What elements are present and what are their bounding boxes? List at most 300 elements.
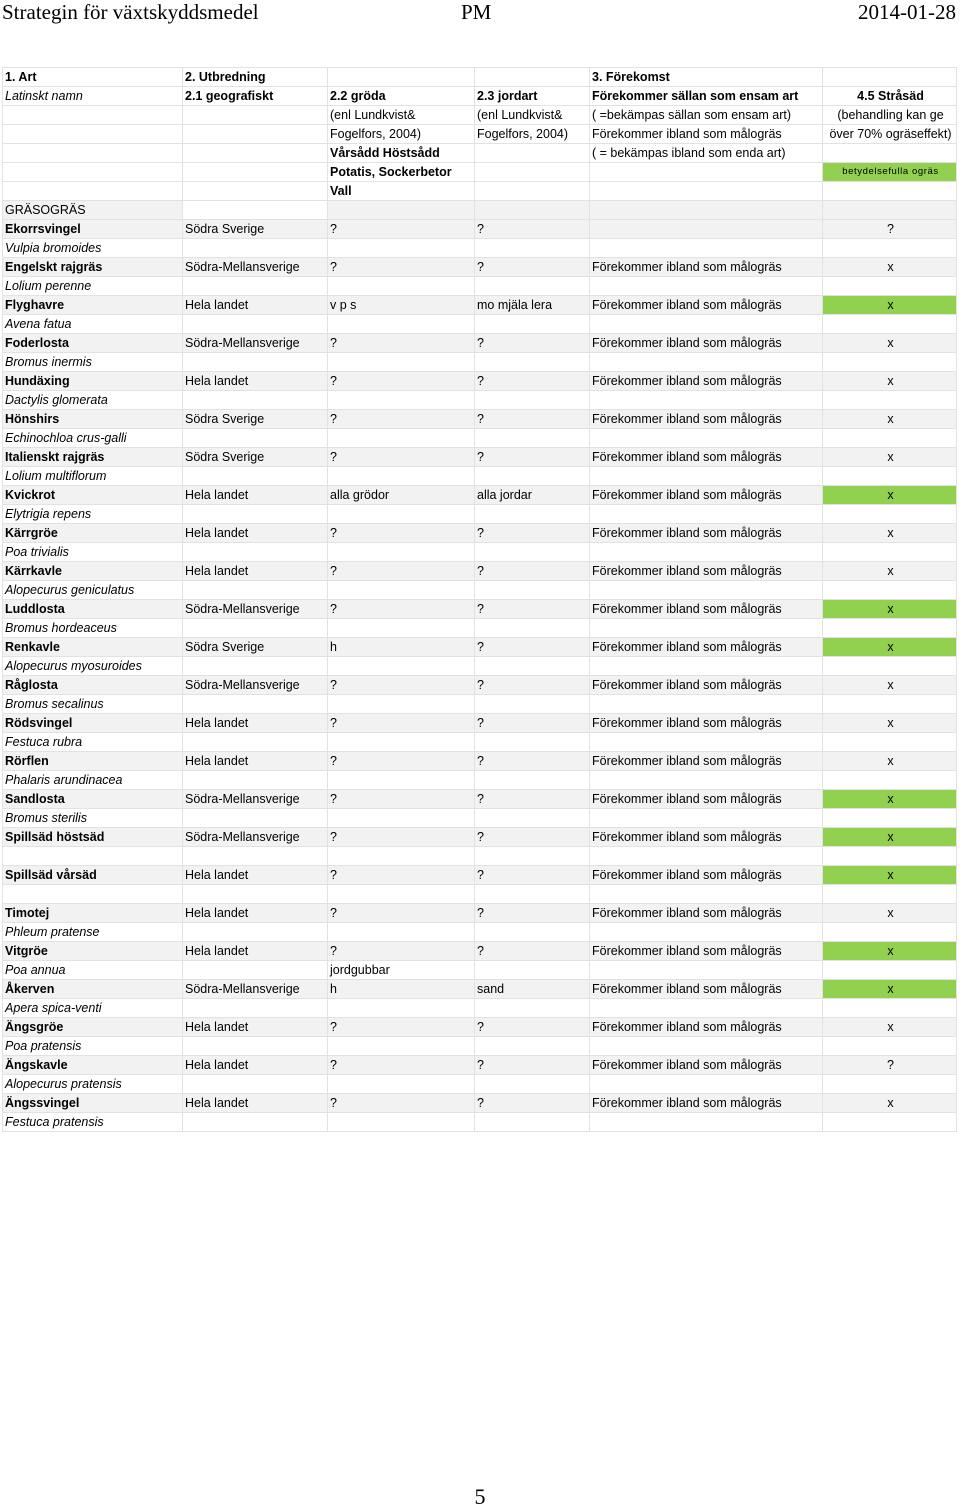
header-cell: Latinskt namn (3, 87, 183, 106)
table-cell (475, 847, 590, 866)
table-row (3, 638, 957, 657)
soil-type: ? (475, 790, 590, 809)
table-row (3, 296, 957, 315)
table-cell (823, 277, 957, 296)
table-cell (183, 733, 328, 752)
header-cell: Vall (328, 182, 475, 201)
occurrence: Förekommer ibland som målogräs (590, 296, 823, 315)
table-cell (590, 885, 823, 904)
species-name: Råglosta (3, 676, 183, 695)
latin-name: Bromus sterilis (3, 809, 183, 828)
table-row-latin (3, 505, 957, 524)
geographic-range: Södra-Mellansverige (183, 258, 328, 277)
species-name: Engelskt rajgräs (3, 258, 183, 277)
table-cell (475, 543, 590, 562)
table-cell (475, 885, 590, 904)
effect-mark: x (823, 524, 957, 543)
geographic-range: Södra Sverige (183, 220, 328, 239)
table-cell (590, 505, 823, 524)
document-type: PM (461, 0, 492, 24)
table-cell (183, 619, 328, 638)
table-cell (823, 695, 957, 714)
crop: ? (328, 790, 475, 809)
species-name: Hönshirs (3, 410, 183, 429)
header-cell (475, 163, 590, 182)
crop: ? (328, 562, 475, 581)
soil-type: ? (475, 904, 590, 923)
table-cell (183, 1113, 328, 1132)
species-name: Italienskt rajgräs (3, 448, 183, 467)
table-row (3, 600, 957, 619)
crop: ? (328, 334, 475, 353)
latin-name: Bromus inermis (3, 353, 183, 372)
soil-type: ? (475, 1018, 590, 1037)
table-header-row (3, 68, 957, 87)
soil-type: ? (475, 334, 590, 353)
crop (328, 999, 475, 1018)
occurrence: Förekommer ibland som målogräs (590, 448, 823, 467)
latin-name: Dactylis glomerata (3, 391, 183, 410)
soil-type: ? (475, 220, 590, 239)
species-name: Ängsgröe (3, 1018, 183, 1037)
table-cell (475, 467, 590, 486)
crop: alla grödor (328, 486, 475, 505)
header-cell (3, 144, 183, 163)
effect-mark: x (823, 714, 957, 733)
species-name: Ängskavle (3, 1056, 183, 1075)
occurrence: Förekommer ibland som målogräs (590, 828, 823, 847)
table-cell (475, 429, 590, 448)
occurrence: Förekommer ibland som målogräs (590, 600, 823, 619)
table-row-latin (3, 353, 957, 372)
header-cell (823, 68, 957, 87)
table-cell (183, 505, 328, 524)
table-cell (823, 505, 957, 524)
table-row (3, 942, 957, 961)
header-cell: Vårsådd Höstsådd (328, 144, 475, 163)
table-row-latin (3, 1037, 957, 1056)
table-row (3, 866, 957, 885)
latin-name: Lolium perenne (3, 277, 183, 296)
table-cell (590, 809, 823, 828)
table-cell (475, 201, 590, 220)
table-cell (183, 999, 328, 1018)
table-cell (475, 1037, 590, 1056)
crop (328, 239, 475, 258)
table-cell (823, 657, 957, 676)
table-cell (823, 239, 957, 258)
effect-mark: x (823, 1018, 957, 1037)
table-cell (590, 695, 823, 714)
crop (328, 733, 475, 752)
header-cell (183, 106, 328, 125)
table-cell (590, 429, 823, 448)
effect-mark: x (823, 752, 957, 771)
soil-type: ? (475, 600, 590, 619)
species-name: Spillsäd höstsäd (3, 828, 183, 847)
table-row-latin (3, 961, 957, 980)
effect-mark: x (823, 562, 957, 581)
table-cell (590, 277, 823, 296)
latin-name: Bromus hordeaceus (3, 619, 183, 638)
table-cell (183, 201, 328, 220)
geographic-range: Hela landet (183, 866, 328, 885)
table-cell (590, 239, 823, 258)
crop: ? (328, 448, 475, 467)
effect-mark: x (823, 258, 957, 277)
crop (328, 467, 475, 486)
table-row-latin (3, 619, 957, 638)
table-cell (590, 619, 823, 638)
occurrence: Förekommer ibland som målogräs (590, 714, 823, 733)
header-cell (183, 163, 328, 182)
section-row (3, 201, 957, 220)
crop (328, 581, 475, 600)
soil-type: ? (475, 942, 590, 961)
table-row (3, 258, 957, 277)
effect-mark: x (823, 638, 957, 657)
latin-name: Vulpia bromoides (3, 239, 183, 258)
occurrence: Förekommer ibland som målogräs (590, 790, 823, 809)
occurrence: Förekommer ibland som målogräs (590, 486, 823, 505)
header-cell (3, 106, 183, 125)
latin-name: Apera spica-venti (3, 999, 183, 1018)
table-row-latin (3, 695, 957, 714)
table-cell (183, 239, 328, 258)
table-cell (328, 201, 475, 220)
species-name: Kärrkavle (3, 562, 183, 581)
table-cell (183, 429, 328, 448)
table-row (3, 752, 957, 771)
crop (328, 505, 475, 524)
species-name: Ängssvingel (3, 1094, 183, 1113)
soil-type: ? (475, 410, 590, 429)
crop: ? (328, 828, 475, 847)
table-header-row (3, 87, 957, 106)
table-cell (590, 315, 823, 334)
header-cell: 3. Förekomst (590, 68, 823, 87)
table-row (3, 448, 957, 467)
crop (328, 809, 475, 828)
table-cell (475, 277, 590, 296)
header-cell: Förekommer sällan som ensam art (590, 87, 823, 106)
crop (328, 923, 475, 942)
crop (328, 619, 475, 638)
species-name: Flyghavre (3, 296, 183, 315)
table-row (3, 486, 957, 505)
effect-mark: x (823, 486, 957, 505)
table-cell (475, 315, 590, 334)
table-header-row (3, 106, 957, 125)
crop: ? (328, 1018, 475, 1037)
table-cell (823, 353, 957, 372)
table-cell (475, 1113, 590, 1132)
effect-mark: x (823, 980, 957, 999)
table-row-latin (3, 1075, 957, 1094)
crop (328, 353, 475, 372)
header-cell (3, 182, 183, 201)
crop (328, 771, 475, 790)
table-cell (183, 923, 328, 942)
species-name: Foderlosta (3, 334, 183, 353)
table-row-latin (3, 239, 957, 258)
table-cell (823, 315, 957, 334)
latin-name: Bromus secalinus (3, 695, 183, 714)
soil-type: ? (475, 676, 590, 695)
table-cell (823, 999, 957, 1018)
latin-name: Poa pratensis (3, 1037, 183, 1056)
table-row-latin (3, 391, 957, 410)
crop (328, 543, 475, 562)
soil-type: sand (475, 980, 590, 999)
table-cell (475, 999, 590, 1018)
table-cell (823, 201, 957, 220)
header-cell (183, 182, 328, 201)
geographic-range: Hela landet (183, 1094, 328, 1113)
table-row (3, 410, 957, 429)
table-cell (823, 391, 957, 410)
latin-name: Poa annua (3, 961, 183, 980)
crop (328, 885, 475, 904)
header-cell (590, 163, 823, 182)
species-name: Luddlosta (3, 600, 183, 619)
table-cell (475, 581, 590, 600)
species-name: Renkavle (3, 638, 183, 657)
occurrence: Förekommer ibland som målogräs (590, 676, 823, 695)
table-cell (590, 391, 823, 410)
crop (328, 315, 475, 334)
crop: ? (328, 410, 475, 429)
table-cell (475, 771, 590, 790)
table-row-latin (3, 429, 957, 448)
table-cell (475, 353, 590, 372)
header-cell (475, 68, 590, 87)
header-cell: Förekommer ibland som målogräs (590, 125, 823, 144)
effect-mark: x (823, 1094, 957, 1113)
species-name: Vitgröe (3, 942, 183, 961)
table-cell (590, 467, 823, 486)
table-cell (183, 543, 328, 562)
crop: ? (328, 1094, 475, 1113)
table-cell (823, 1113, 957, 1132)
table-cell (590, 581, 823, 600)
table-cell (183, 581, 328, 600)
latin-name (3, 885, 183, 904)
table-row-latin (3, 809, 957, 828)
header-cell: ( = bekämpas ibland som enda art) (590, 144, 823, 163)
table-header-row (3, 125, 957, 144)
table-cell (823, 1037, 957, 1056)
geographic-range: Södra Sverige (183, 638, 328, 657)
crop: ? (328, 1056, 475, 1075)
crop: ? (328, 372, 475, 391)
table-row (3, 220, 957, 239)
geographic-range: Hela landet (183, 372, 328, 391)
table-cell (823, 733, 957, 752)
header-cell: 2.1 geografiskt (183, 87, 328, 106)
crop: ? (328, 904, 475, 923)
table-cell (590, 353, 823, 372)
soil-type: ? (475, 448, 590, 467)
effect-mark: x (823, 334, 957, 353)
table-row-latin (3, 315, 957, 334)
header-cell: 2.2 gröda (328, 87, 475, 106)
table-cell (590, 961, 823, 980)
species-name: Rörflen (3, 752, 183, 771)
header-cell (328, 68, 475, 87)
header-cell: betydelsefulla ogräs (823, 163, 957, 182)
occurrence: Förekommer ibland som målogräs (590, 1094, 823, 1113)
table-row (3, 562, 957, 581)
table-row (3, 980, 957, 999)
table-row-latin (3, 771, 957, 790)
species-name: Spillsäd vårsäd (3, 866, 183, 885)
occurrence: Förekommer ibland som målogräs (590, 980, 823, 999)
table-cell (183, 657, 328, 676)
page-header (0, 0, 960, 24)
geographic-range: Hela landet (183, 942, 328, 961)
table-cell (183, 315, 328, 334)
table-cell (183, 391, 328, 410)
header-cell: 4.5 Stråsäd (823, 87, 957, 106)
document-date: 2014-01-28 (858, 0, 956, 24)
header-cell: Fogelfors, 2004) (328, 125, 475, 144)
document-title: Strategin för växtskyddsmedel (2, 0, 259, 24)
table-cell (823, 1075, 957, 1094)
soil-type: ? (475, 638, 590, 657)
effect-mark: x (823, 828, 957, 847)
header-cell (3, 125, 183, 144)
geographic-range: Södra-Mellansverige (183, 828, 328, 847)
table-row (3, 1094, 957, 1113)
table-row-latin (3, 923, 957, 942)
table-cell (475, 695, 590, 714)
table-cell (475, 239, 590, 258)
table-cell (823, 885, 957, 904)
occurrence: Förekommer ibland som målogräs (590, 334, 823, 353)
occurrence: Förekommer ibland som målogräs (590, 410, 823, 429)
geographic-range: Hela landet (183, 1018, 328, 1037)
table-row (3, 1056, 957, 1075)
latin-name: Avena fatua (3, 315, 183, 334)
table-cell (183, 961, 328, 980)
table-cell (823, 543, 957, 562)
header-cell: (enl Lundkvist& (475, 106, 590, 125)
geographic-range: Hela landet (183, 296, 328, 315)
table-row (3, 372, 957, 391)
latin-name: Phalaris arundinacea (3, 771, 183, 790)
soil-type: ? (475, 1056, 590, 1075)
crop: ? (328, 600, 475, 619)
occurrence: Förekommer ibland som målogräs (590, 562, 823, 581)
effect-mark: x (823, 410, 957, 429)
crop: ? (328, 676, 475, 695)
table-cell (823, 771, 957, 790)
latin-name (3, 847, 183, 866)
table-row-latin (3, 467, 957, 486)
geographic-range: Hela landet (183, 562, 328, 581)
table-row (3, 790, 957, 809)
table-cell (475, 961, 590, 980)
header-cell (475, 182, 590, 201)
effect-mark: x (823, 904, 957, 923)
header-cell (823, 144, 957, 163)
soil-type: mo mjäla lera (475, 296, 590, 315)
table-row (3, 714, 957, 733)
table-cell (823, 429, 957, 448)
header-cell: över 70% ogräseffekt) (823, 125, 957, 144)
occurrence: Förekommer ibland som målogräs (590, 1018, 823, 1037)
table-cell (590, 923, 823, 942)
header-cell (183, 144, 328, 163)
table-row (3, 1018, 957, 1037)
latin-name: Elytrigia repens (3, 505, 183, 524)
soil-type: ? (475, 562, 590, 581)
geographic-range: Södra Sverige (183, 448, 328, 467)
header-cell: 2.3 jordart (475, 87, 590, 106)
latin-name: Poa trivialis (3, 543, 183, 562)
geographic-range: Södra-Mellansverige (183, 334, 328, 353)
table-cell (823, 961, 957, 980)
geographic-range: Hela landet (183, 486, 328, 505)
latin-name: Echinochloa crus-galli (3, 429, 183, 448)
latin-name: Festuca rubra (3, 733, 183, 752)
occurrence: Förekommer ibland som målogräs (590, 866, 823, 885)
effect-mark: x (823, 676, 957, 695)
table-cell (183, 1037, 328, 1056)
table-cell (823, 847, 957, 866)
weed-table-body (3, 68, 957, 1132)
crop: jordgubbar (328, 961, 475, 980)
table-cell (183, 809, 328, 828)
table-cell (475, 391, 590, 410)
table-row-latin (3, 733, 957, 752)
table-cell (823, 923, 957, 942)
effect-mark: x (823, 942, 957, 961)
geographic-range: Hela landet (183, 1056, 328, 1075)
latin-name: Festuca pratensis (3, 1113, 183, 1132)
occurrence: Förekommer ibland som målogräs (590, 638, 823, 657)
latin-name: Alopecurus geniculatus (3, 581, 183, 600)
table-cell (183, 885, 328, 904)
crop: ? (328, 714, 475, 733)
geographic-range: Hela landet (183, 904, 328, 923)
header-cell (183, 125, 328, 144)
page-number: 5 (474, 1484, 486, 1509)
soil-type: ? (475, 752, 590, 771)
header-cell: Potatis, Sockerbetor (328, 163, 475, 182)
crop: ? (328, 220, 475, 239)
crop (328, 391, 475, 410)
effect-mark: x (823, 600, 957, 619)
crop: ? (328, 524, 475, 543)
geographic-range: Södra-Mellansverige (183, 600, 328, 619)
table-cell (590, 1075, 823, 1094)
table-cell (590, 543, 823, 562)
header-cell (823, 182, 957, 201)
soil-type: ? (475, 524, 590, 543)
table-row (3, 524, 957, 543)
table-cell (475, 619, 590, 638)
table-cell (183, 353, 328, 372)
soil-type: ? (475, 828, 590, 847)
occurrence: Förekommer ibland som målogräs (590, 1056, 823, 1075)
crop: ? (328, 258, 475, 277)
geographic-range: Hela landet (183, 524, 328, 543)
species-name: Åkerven (3, 980, 183, 999)
table-cell (823, 581, 957, 600)
crop: v p s (328, 296, 475, 315)
